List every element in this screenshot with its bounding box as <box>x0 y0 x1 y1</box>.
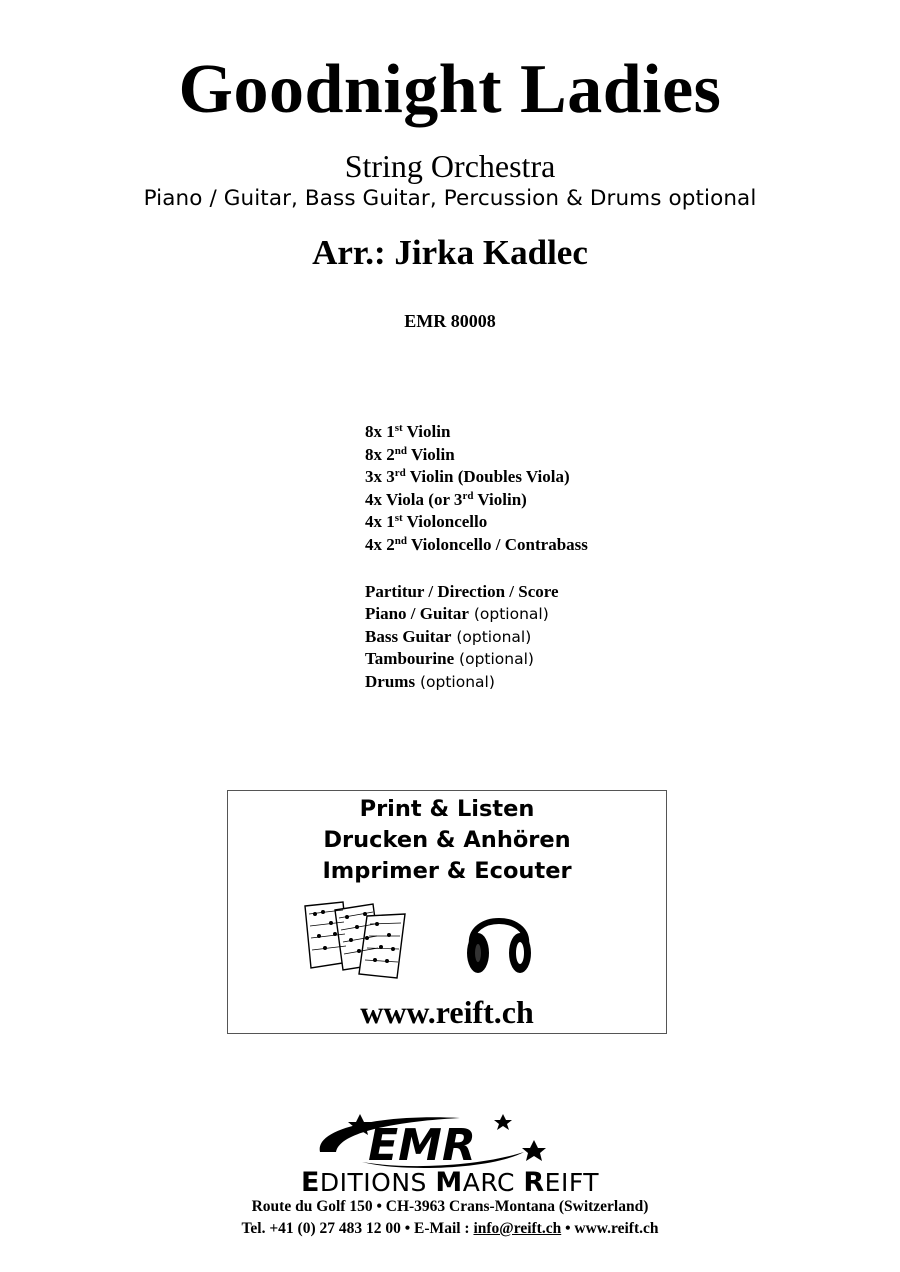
arranger-credit: Arr.: Jirka Kadlec <box>312 233 588 272</box>
svg-text:EMR: EMR <box>368 1120 476 1170</box>
promo-line-french: Imprimer & Ecouter <box>322 858 572 884</box>
instrument-line: 4x 1st Violoncello <box>365 512 488 532</box>
optional-instruments-line: Piano / Guitar, Bass Guitar, Percussion & Drums optional <box>143 186 757 211</box>
print-listen-box <box>227 790 667 1034</box>
score-title: Goodnight Ladies <box>178 51 722 128</box>
instrument-line: 4x 2nd Violoncello / Contrabass <box>365 534 588 554</box>
catalog-number: EMR 80008 <box>404 311 496 331</box>
publisher-address: Route du Golf 150 • CH-3963 Crans-Montana (Switzerland) <box>251 1198 649 1215</box>
publisher-name: EDITIONS MARC REIFT <box>300 1167 600 1198</box>
instrument-line: 3x 3rd Violin (Doubles Viola) <box>365 467 570 487</box>
instrument-line: 8x 2nd Violin <box>365 444 455 464</box>
ensemble-subtitle: String Orchestra <box>344 148 556 184</box>
part-line: Partitur / Direction / Score <box>365 581 559 601</box>
part-line: Bass Guitar (optional) <box>365 626 532 646</box>
promo-line-english: Print & Listen <box>359 796 535 822</box>
promo-line-german: Drucken & Anhören <box>323 827 571 853</box>
instrument-line: 8x 1st Violin <box>365 422 451 441</box>
part-line: Piano / Guitar (optional) <box>365 604 549 624</box>
reift-website-link[interactable]: www.reift.ch <box>360 994 534 1030</box>
part-line: Drums (optional) <box>365 671 495 691</box>
part-line: Tambourine (optional) <box>365 649 534 669</box>
emr-logo <box>300 1108 550 1170</box>
headphones-icon <box>464 901 534 979</box>
publisher-contact: Tel. +41 (0) 27 483 12 00 • E-Mail : info@reift.ch • www.reift.ch <box>241 1220 659 1237</box>
sheet-music-icon <box>301 900 411 980</box>
instrument-line: 4x Viola (or 3rd Violin) <box>365 489 527 509</box>
instrumentation-list <box>365 421 588 694</box>
email-link[interactable]: info@reift.ch <box>473 1220 562 1237</box>
